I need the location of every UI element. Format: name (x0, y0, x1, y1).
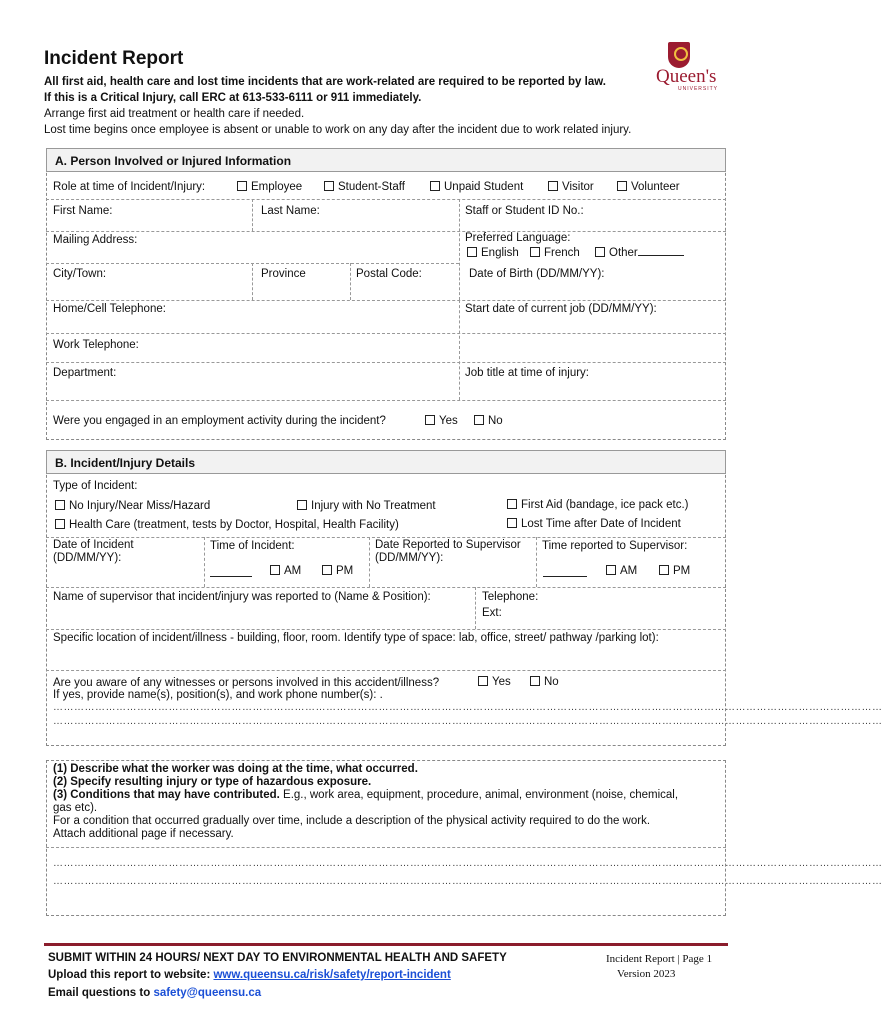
divider (46, 400, 726, 401)
checkbox-icon (530, 676, 540, 686)
role-visitor[interactable]: Visitor (548, 181, 594, 193)
type-lost-time[interactable]: Lost Time after Date of Incident (507, 518, 681, 530)
intro (44, 74, 631, 138)
divider (252, 199, 253, 231)
time-incident-pm[interactable]: PM (322, 565, 353, 577)
checkbox-icon (507, 499, 517, 509)
divider (475, 587, 476, 629)
type-first-aid[interactable]: First Aid (bandage, ice pack etc.) (507, 499, 688, 511)
checkbox-icon (530, 247, 540, 257)
role-label: Role at time of Incident/Injury: (53, 181, 206, 193)
time-incident-am[interactable]: AM (270, 565, 301, 577)
time-reported-am[interactable]: AM (606, 565, 637, 577)
checkbox-icon (322, 565, 332, 575)
time-incident-label: Time of Incident: (210, 540, 295, 552)
email-link[interactable]: safety@queensu.ca (153, 987, 262, 999)
divider (252, 263, 253, 300)
location-field[interactable]: Specific location of incident/illness - building, floor, room. Identify type of space: lab, office, street/ pathway /parking lot): (53, 632, 659, 644)
time-reported-pm[interactable]: PM (659, 565, 690, 577)
divider (350, 263, 351, 300)
date-reported-format: (DD/MM/YY): (375, 552, 444, 564)
time-incident-blank[interactable] (210, 565, 252, 580)
intro-arrange: Arrange first aid treatment or health care if needed. (44, 108, 305, 120)
engaged-no[interactable]: No (474, 415, 503, 427)
checkbox-icon (595, 247, 605, 257)
first-name-field[interactable]: First Name: (53, 205, 113, 217)
supervisor-ext-field[interactable]: Ext: (482, 607, 502, 619)
divider (46, 333, 726, 334)
logo-sub: UNIVERSITY (678, 86, 719, 92)
checkbox-icon (430, 181, 440, 191)
time-reported-label: Time reported to Supervisor: (542, 540, 688, 552)
crest-icon (668, 42, 690, 68)
queens-logo (638, 42, 728, 92)
checkbox-icon (617, 181, 627, 191)
divider (46, 670, 726, 671)
divider (459, 199, 460, 300)
intro-critical: If this is a Critical Injury, call ERC at 613-533-6111 or 911 immediately. (44, 92, 422, 104)
intro-law: All first aid, health care and lost time incidents that are work-related are required to be reported by law. (44, 76, 606, 88)
staff-id-field[interactable]: Staff or Student ID No.: (465, 205, 584, 217)
date-incident-format: (DD/MM/YY): (53, 552, 122, 564)
version: Version 2023 (617, 968, 676, 980)
checkbox-icon (467, 247, 477, 257)
type-injury-no-treatment[interactable]: Injury with No Treatment (297, 500, 436, 512)
divider (46, 537, 726, 538)
preferred-language-label: Preferred Language: (465, 232, 571, 244)
upload-link[interactable]: www.queensu.ca/risk/safety/report-incident (213, 969, 451, 981)
type-label: Type of Incident: (53, 480, 138, 492)
checkbox-icon (297, 500, 307, 510)
divider (46, 199, 726, 200)
divider (46, 629, 726, 630)
witness-provide: If yes, provide name(s), position(s), and work phone number(s): . (53, 689, 383, 701)
home-telephone-field[interactable]: Home/Cell Telephone: (53, 303, 166, 315)
divider (46, 300, 726, 301)
other-blank[interactable] (638, 255, 684, 256)
intro-lost-time: Lost time begins once employee is absent or unable to work on any day after the incident due to work related injury. (44, 124, 632, 136)
date-reported-label: Date Reported to Supervisor (375, 539, 521, 551)
witness-yes[interactable]: Yes (478, 676, 511, 688)
witness-line-1[interactable]: ………………………………………………………………………………………………………………………………………………………………………………………………………………… (53, 702, 883, 713)
last-name-field[interactable]: Last Name: (261, 205, 320, 217)
checkbox-icon (324, 181, 334, 191)
start-date-field[interactable]: Start date of current job (DD/MM/YY): (465, 303, 657, 315)
city-field[interactable]: City/Town: (53, 268, 107, 280)
engaged-yes[interactable]: Yes (425, 415, 458, 427)
role-volunteer[interactable]: Volunteer (617, 181, 680, 193)
checkbox-icon (507, 518, 517, 528)
witness-question: Are you aware of any witnesses or persons involved in this accident/illness? (53, 677, 440, 689)
divider (204, 537, 205, 587)
checkbox-icon (606, 565, 616, 575)
describe-line-blank-1[interactable]: ………………………………………………………………………………………………………………………………………………………………………………………………………………… (53, 858, 883, 869)
divider (536, 537, 537, 587)
checkbox-icon (425, 415, 435, 425)
logo-name: Queen's (656, 66, 717, 87)
divider (46, 362, 726, 363)
mailing-address-field[interactable]: Mailing Address: (53, 234, 138, 246)
date-incident-label: Date of Incident (53, 539, 134, 551)
checkbox-icon (270, 565, 280, 575)
time-reported-blank[interactable] (543, 565, 587, 580)
footer-rule (44, 943, 728, 946)
witness-line-2[interactable]: ………………………………………………………………………………………………………………………………………………………………………………………………………………… (53, 716, 883, 727)
lang-english[interactable]: English (467, 247, 519, 259)
divider (369, 537, 370, 587)
email-line: Email questions to safety@queensu.ca (48, 987, 262, 999)
divider (46, 587, 726, 588)
describe-line-1: (1) Describe what the worker was doing at the time, what occurred. (53, 763, 418, 775)
divider (459, 300, 460, 400)
job-title-field[interactable]: Job title at time of injury: (465, 367, 589, 379)
witness-no[interactable]: No (530, 676, 559, 688)
section-b-header: B. Incident/Injury Details (46, 450, 726, 474)
page-number: Incident Report | Page 1 (606, 953, 713, 965)
role-employee[interactable]: Employee (237, 181, 302, 193)
dob-field[interactable]: Date of Birth (DD/MM/YY): (469, 268, 605, 280)
checkbox-icon (548, 181, 558, 191)
checkbox-icon (237, 181, 247, 191)
checkbox-icon (55, 500, 65, 510)
department-field[interactable]: Department: (53, 367, 117, 379)
work-telephone-field[interactable]: Work Telephone: (53, 339, 139, 351)
describe-line-5: Attach additional page if necessary. (53, 828, 234, 840)
type-no-injury[interactable]: No Injury/Near Miss/Hazard (55, 500, 210, 512)
checkbox-icon (474, 415, 484, 425)
postal-code-field[interactable]: Postal Code: (356, 268, 422, 280)
page-title: Incident Report (44, 48, 184, 69)
supervisor-telephone-field[interactable]: Telephone: (482, 591, 539, 603)
type-health-care[interactable]: Health Care (treatment, tests by Doctor, Hospital, Health Facility) (55, 519, 399, 531)
lang-other[interactable]: Other (595, 247, 684, 259)
province-field[interactable]: Province (261, 268, 306, 280)
submit-notice: SUBMIT WITHIN 24 HOURS/ NEXT DAY TO ENVIRONMENTAL HEALTH AND SAFETY (48, 952, 507, 964)
supervisor-name-field[interactable]: Name of supervisor that incident/injury was reported to (Name & Position): (53, 591, 431, 603)
describe-line-3: (3) Conditions that may have contributed. E.g., work area, equipment, procedure, animal, environment (noise, chemical, (53, 789, 679, 801)
upload-line: Upload this report to website: www.queensu.ca/risk/safety/report-incident (48, 969, 451, 981)
describe-line-2: (2) Specify resulting injury or type of hazardous exposure. (53, 776, 372, 788)
section-a-header: A. Person Involved or Injured Information (46, 148, 726, 172)
role-unpaid-student[interactable]: Unpaid Student (430, 181, 523, 193)
checkbox-icon (659, 565, 669, 575)
checkbox-icon (478, 676, 488, 686)
describe-line-4: For a condition that occurred gradually over time, include a description of the physical activity required to do the work. (53, 815, 651, 827)
lang-french[interactable]: French (530, 247, 580, 259)
role-student-staff[interactable]: Student-Staff (324, 181, 405, 193)
checkbox-icon (55, 519, 65, 529)
divider (46, 231, 726, 232)
describe-line-3-cont: gas etc). (53, 802, 98, 814)
engaged-question: Were you engaged in an employment activity during the incident? (53, 415, 386, 427)
describe-line-blank-2[interactable]: ………………………………………………………………………………………………………………………………………………………………………………………………………………… (53, 876, 883, 887)
divider (46, 847, 726, 848)
